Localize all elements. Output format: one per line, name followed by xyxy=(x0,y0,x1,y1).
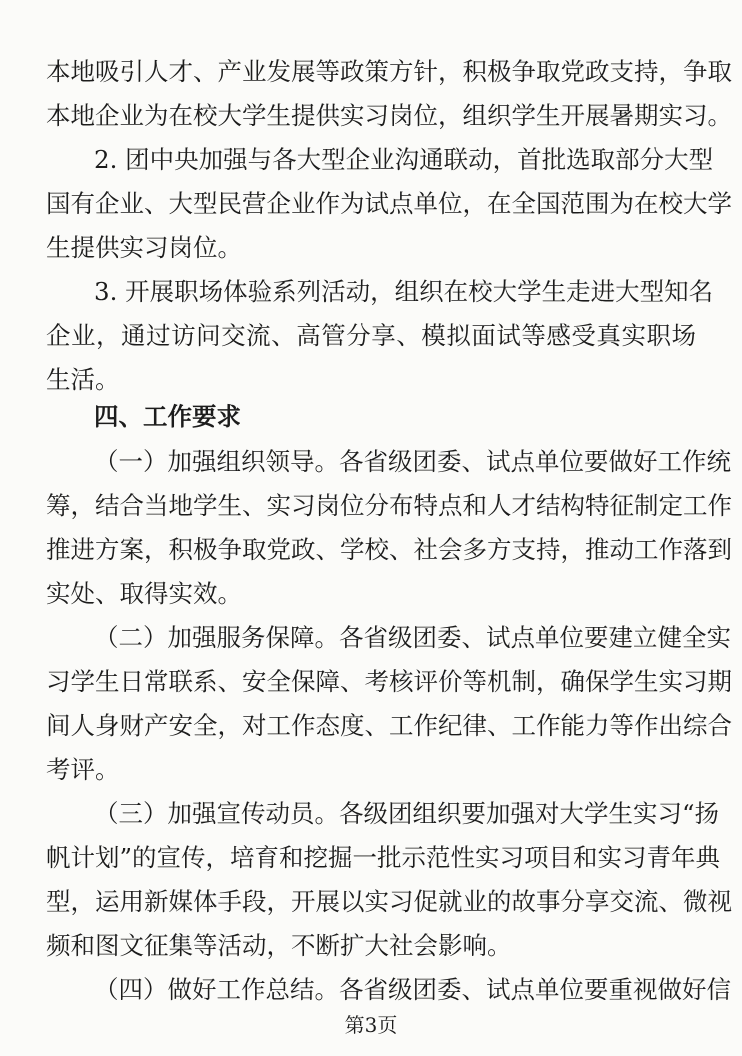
text-line: 间人身财产安全，对工作态度、工作纪律、工作能力等作出综合 xyxy=(46,711,732,740)
text-line: 型，运用新媒体手段，开展以实习促就业的故事分享交流、微视 xyxy=(46,887,732,916)
text-line: 考评。 xyxy=(46,755,120,784)
text-line: 生提供实习岗位。 xyxy=(46,233,242,262)
paragraph-2-line: （二）加强服务保障。各省级团委、试点单位要建立健全实 xyxy=(94,623,731,652)
text-line: 本地吸引人才、产业发展等政策方针，积极争取党政支持，争取 xyxy=(46,57,732,86)
text-line: 推进方案，积极争取党政、学校、社会多方支持，推动工作落到 xyxy=(46,535,732,564)
text-line: 帆计划”的宣传，培育和挖掘一批示范性实习项目和实习青年典 xyxy=(46,843,721,872)
text-line: 习学生日常联系、安全保障、考核评价等机制，确保学生实习期 xyxy=(46,667,732,696)
text-line: 企业，通过访问交流、高管分享、模拟面试等感受真实职场 xyxy=(46,321,696,350)
paragraph-1-line: （一）加强组织领导。各省级团委、试点单位要做好工作统 xyxy=(94,447,731,476)
text-line: 实处、取得实效。 xyxy=(46,579,242,608)
section-heading: 四、工作要求 xyxy=(94,402,241,431)
text-line: 国有企业、大型民营企业作为试点单位，在全国范围为在校大学 xyxy=(46,189,732,218)
paragraph-4-line: （四）做好工作总结。各省级团委、试点单位要重视做好信 xyxy=(94,975,731,1004)
text-line: 筹，结合当地学生、实习岗位分布特点和人才结构特征制定工作 xyxy=(46,491,732,520)
list-item-3-line: 3. 开展职场体验系列活动，组织在校大学生走进大型知名 xyxy=(94,277,714,306)
list-item-2-line: 2. 团中央加强与各大型企业沟通联动，首批选取部分大型 xyxy=(94,145,714,174)
text-line: 本地企业为在校大学生提供实习岗位，组织学生开展暑期实习。 xyxy=(46,101,732,130)
text-line: 生活。 xyxy=(46,365,120,394)
text-line: 频和图文征集等活动，不断扩大社会影响。 xyxy=(46,931,512,960)
paragraph-3-line: （三）加强宣传动员。各级团组织要加强对大学生实习“扬 xyxy=(94,799,720,828)
page-number: 第3页 xyxy=(344,1013,398,1037)
